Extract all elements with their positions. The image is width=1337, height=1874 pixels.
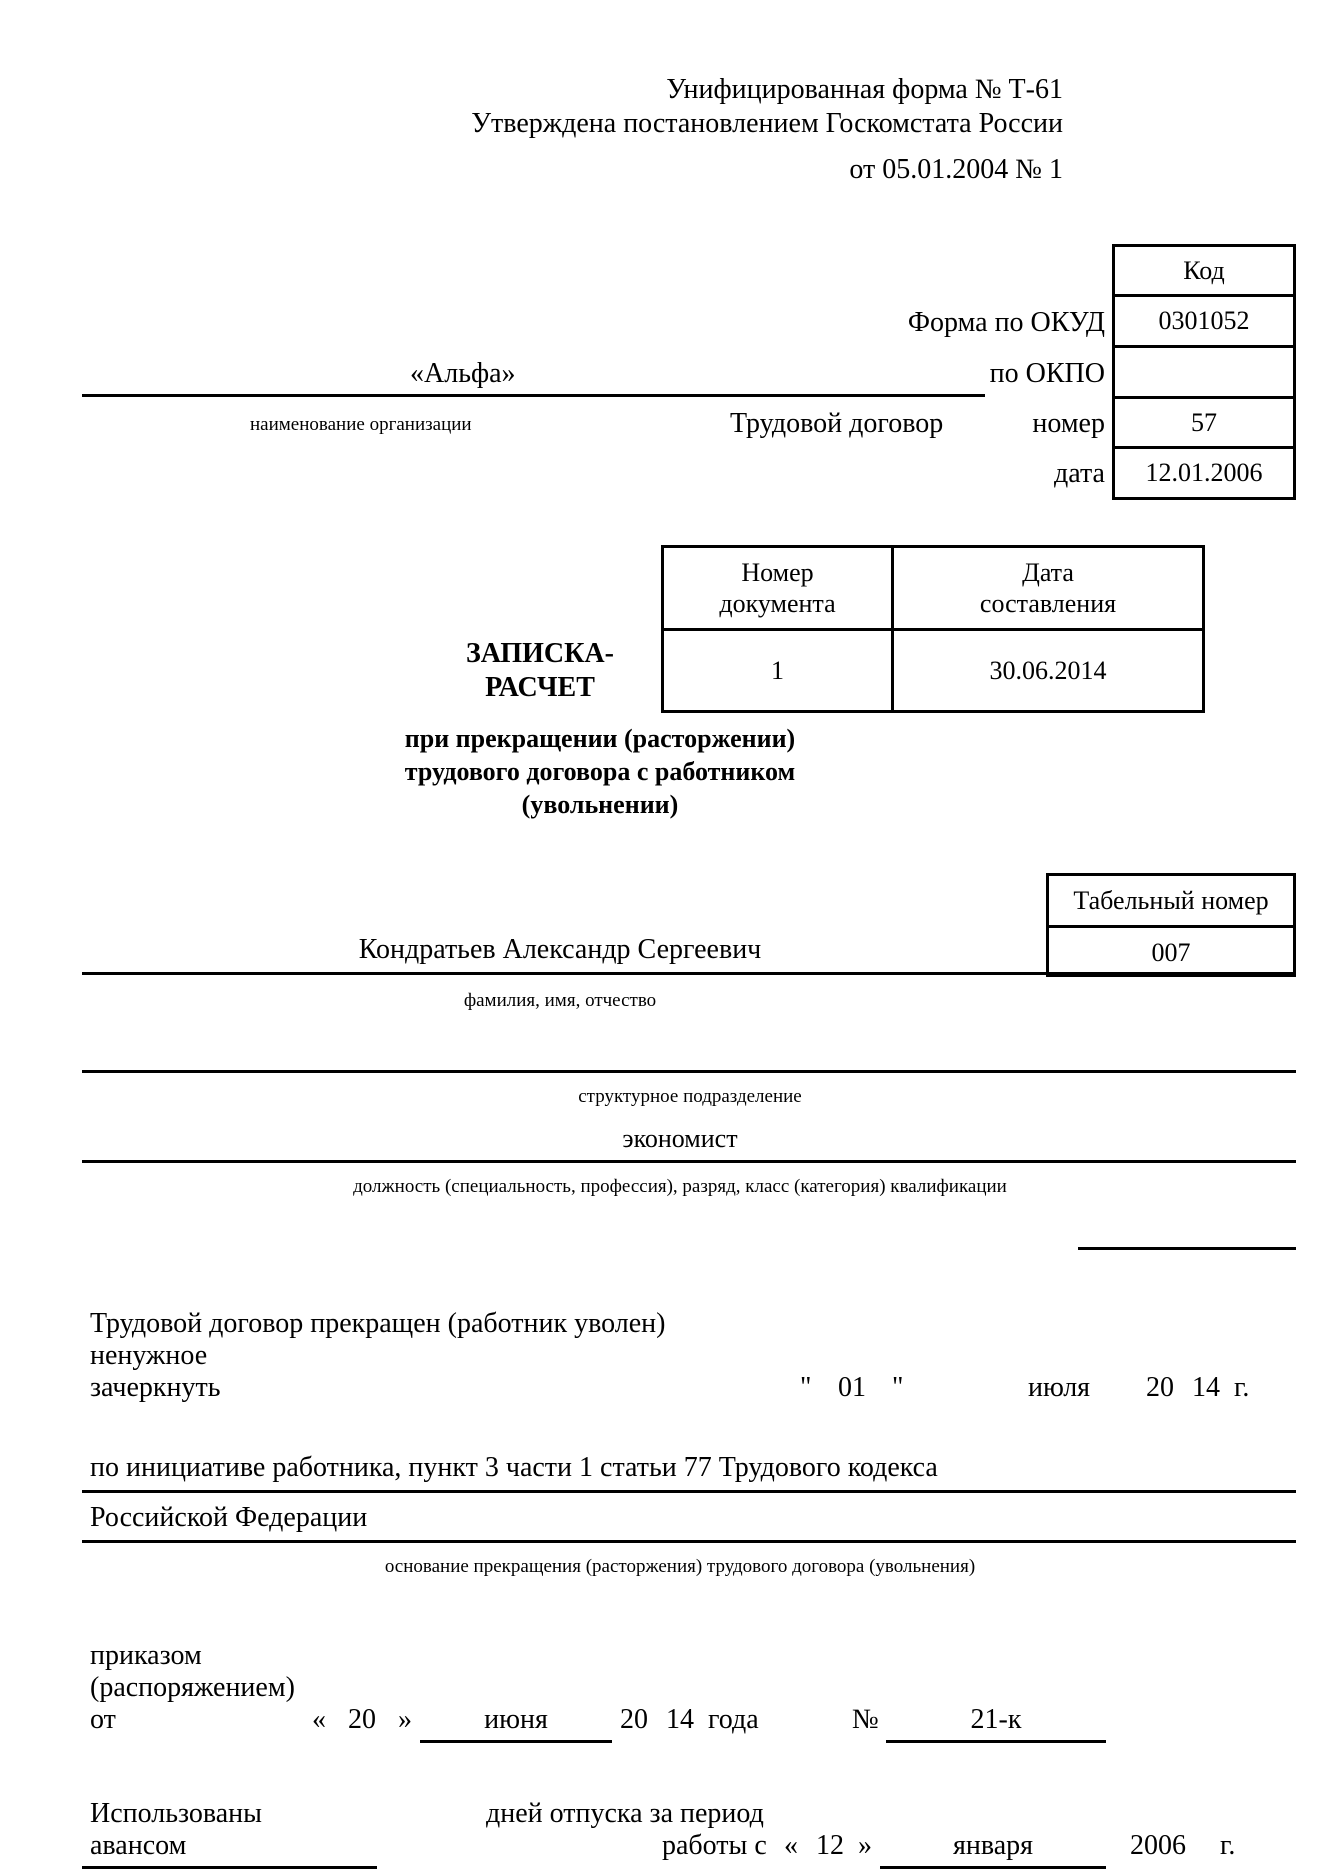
okud-label: Форма по ОКУД xyxy=(907,307,1105,338)
order-label-line3: от xyxy=(90,1704,116,1735)
termination-label: Трудовой договор прекращен (работник уволен) xyxy=(90,1308,666,1339)
department-caption: структурное подразделение xyxy=(578,1086,802,1107)
termination-reason-caption: основание прекращения (расторжения) трудового договора (увольнения) xyxy=(384,1556,976,1577)
vacation-year-unit: г. xyxy=(1220,1830,1236,1861)
tab-number-header: Табельный номер xyxy=(1073,885,1269,915)
termination-reason-line1: по инициативе работника, пункт 3 части 1 статьи 77 Трудового кодекса xyxy=(90,1452,938,1483)
vacation-year: 2006 xyxy=(1130,1830,1186,1861)
doc-subtitle-line3: (увольнении) xyxy=(521,790,679,819)
form-title: Унифицированная форма № Т-61 xyxy=(666,74,1063,105)
order-number-sign: № xyxy=(852,1704,879,1735)
employee-name: Кондратьев Александр Сергеевич xyxy=(358,934,762,965)
employee-name-underline xyxy=(82,972,1296,975)
order-day: 20 xyxy=(348,1704,376,1735)
vacation-label-line2: авансом xyxy=(90,1830,187,1861)
form-approval-date: от 05.01.2004 № 1 xyxy=(849,154,1063,185)
reason-underline-1 xyxy=(82,1490,1296,1493)
contract-label: Трудовой договор xyxy=(730,408,944,439)
tab-number-table xyxy=(1046,873,1296,977)
doc-date-header: Дата составления xyxy=(979,557,1117,618)
termination-year-prefix: 20 xyxy=(1146,1372,1174,1403)
employee-name-caption: фамилия, имя, отчество xyxy=(463,990,657,1011)
order-quote-close: » xyxy=(398,1704,412,1735)
vacation-month: января xyxy=(952,1830,1034,1861)
order-label-line2: (распоряжением) xyxy=(90,1672,295,1703)
organization-caption: наименование организации xyxy=(250,414,472,435)
termination-quote-close: " xyxy=(892,1372,904,1403)
order-year-unit: года xyxy=(708,1704,759,1735)
termination-day: 01 xyxy=(838,1372,866,1403)
position-underline xyxy=(82,1160,1296,1163)
document-table xyxy=(661,545,1205,713)
doc-title-line2: РАСЧЕТ xyxy=(485,672,595,703)
order-label-line1: приказом xyxy=(90,1640,202,1671)
position-caption: должность (специальность, профессия), разряд, класс (категория) квалификации xyxy=(353,1176,1007,1197)
termination-quote-open: " xyxy=(800,1372,812,1403)
order-number: 21-к xyxy=(970,1704,1022,1735)
okpo-label: по ОКПО xyxy=(989,358,1105,389)
termination-reason-line2: Российской Федерации xyxy=(90,1502,368,1533)
vacation-work-from-label: работы с xyxy=(662,1830,767,1861)
order-year-suffix: 14 xyxy=(666,1704,694,1735)
tab-number-value: 007 xyxy=(1151,937,1191,967)
vacation-day: 12 xyxy=(816,1830,844,1861)
vacation-label-line1: Использованы xyxy=(90,1798,262,1829)
termination-year-unit: г. xyxy=(1234,1372,1250,1403)
vacation-days-underline xyxy=(82,1866,377,1869)
order-number-underline xyxy=(886,1740,1106,1743)
vacation-period-label: дней отпуска за период xyxy=(486,1798,764,1829)
doc-number-header: Номер документа xyxy=(719,557,836,618)
contract-number-label: номер xyxy=(1032,408,1105,439)
code-table xyxy=(1112,244,1296,500)
okud-value: 0301052 xyxy=(1158,306,1250,336)
order-month-underline xyxy=(420,1740,612,1743)
form-approval: Утверждена постановлением Госкомстата России xyxy=(471,108,1063,139)
blank-underline xyxy=(1078,1247,1296,1250)
doc-date-value: 30.06.2014 xyxy=(989,656,1107,686)
reason-underline-2 xyxy=(82,1540,1296,1543)
organization-name: «Альфа» xyxy=(410,358,516,389)
termination-month: июля xyxy=(1028,1372,1091,1403)
contract-date-label: дата xyxy=(1054,458,1105,489)
termination-note-line2: зачеркнуть xyxy=(90,1372,221,1403)
department-underline xyxy=(82,1070,1296,1073)
doc-subtitle-line2: трудового договора с работником xyxy=(404,757,796,786)
order-quote-open: « xyxy=(312,1704,326,1735)
vacation-month-underline xyxy=(880,1866,1106,1869)
termination-year-suffix: 14 xyxy=(1192,1372,1220,1403)
termination-note-line1: ненужное xyxy=(90,1340,208,1371)
doc-title-line1: ЗАПИСКА- xyxy=(466,638,614,669)
contract-date-value: 12.01.2006 xyxy=(1145,458,1263,488)
doc-number-value: 1 xyxy=(771,656,784,686)
organization-underline xyxy=(82,394,985,397)
position-value: экономист xyxy=(622,1124,738,1153)
okpo-value xyxy=(1115,348,1293,396)
vacation-quote-open: « xyxy=(784,1830,798,1861)
code-header: Код xyxy=(1183,255,1225,285)
contract-number-value: 57 xyxy=(1191,407,1217,437)
order-year-prefix: 20 xyxy=(620,1704,648,1735)
order-month: июня xyxy=(484,1704,548,1735)
doc-subtitle-line1: при прекращении (расторжении) xyxy=(404,724,796,753)
vacation-quote-close: » xyxy=(858,1830,872,1861)
